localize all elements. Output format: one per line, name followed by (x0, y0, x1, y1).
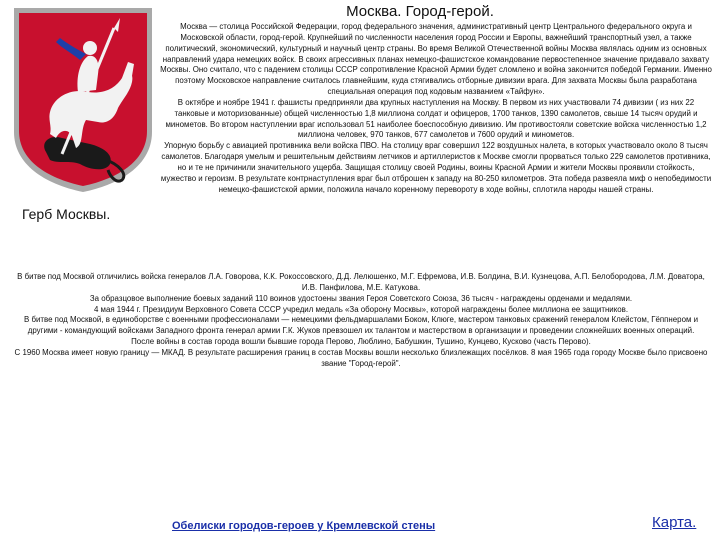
body-paragraph: В битве под Москвой отличились войска генералов Л.А. Говорова, К.К. Рокоссовского, Д.Д. Лелюшенко, М.Г. Ефремова, И.В. Болдина, В.И. Кузнецова, А.П. Белобородова, Л.М. Доватора, И.В. Панфилова, М.Е. Катукова. (17, 272, 705, 292)
body-paragraph: За образцовое выполнение боевых заданий 110 воинов удостоены звания Героя Советского Союза, 36 тысяч - награждены орденами и медалями. (89, 293, 633, 303)
body-paragraph: 4 мая 1944 г. Президиум Верховного Совета СССР учредил медаль «За оборону Москвы», которой награждены более миллиона ее защитников. (93, 304, 629, 314)
intro-text-block (160, 22, 712, 196)
intro-paragraph: Москва — столица Российской Федерации, город федерального значения, административный центр Центрального федерального округа и Московской области, город-герой. Крупнейший по численности населения город России и Европы, важнейший транспортный узел, а также политический, экономический, культурный и научный центр страны. Во время Великой Отечественной войны Москва являлась одним из основных направлений удара немецких войск. В своих агрессивных планах немецко-фашистское командование первостепенное значение придавало захвату Москвы. Оно считало, что с падением столицы СССР сопротивление Красной Армии будет сломлено и война закончится победой Германии. Именно поэтому Московское направление считалось главнейшим, куда стягивались отборные дивизии врага. Для захвата Москвы была разработана специальная операция под кодовым названием «Тайфун». (160, 22, 712, 97)
main-text-block (12, 272, 710, 370)
intro-paragraph: В октябре и ноябре 1941 г. фашисты предприняли два крупных наступления на Москву. В первом из них участвовали 74 дивизии ( из них 22 танковые и моторизованные) общей численностью 1,8 миллиона солдат и офицеров, 1700 танков, 1390 самолетов, свыше 14 тысяч орудий и минометов. Во втором наступлении враг использовал 51 наиболее боеспособную дивизию. Им противостояли советские войска численностью 1,2 миллиона человек, 970 танков, 677 самолетов и 7600 орудий и минометов. (165, 97, 707, 140)
coat-of-arms-caption: Герб Москвы. (22, 206, 111, 222)
page-title: Москва. Город-герой. (346, 3, 494, 20)
intro-paragraph: Упорную борьбу с авиацией противника вели войска ПВО. На столицу враг совершил 122 воздушных налета, в которых участвовало около 8 тысяч самолетов. Благодаря умелым и решительным действиям летчиков и артиллеристов к Москве смогли прорваться только 229 самолетов противника, но и те не причинили значительного ущерба. Защищая столицу своей Родины, воины Красной Армии и жители Москвы проявили стойкость, мужество и героизм. В результате контрнаступления враг был отброшен к западу на 80-250 километров. Эта победа развеяла миф о непобедимости немецко-фашистской армии, положила начало коренному перевороту в ходе войны, сплотила народы нашей страны. (160, 141, 712, 194)
coat-of-arms-image (10, 4, 156, 194)
body-paragraph: После войны в состав города вошли бывшие города Перово, Люблино, Бабушкин, Тушино, Кунцево, Кусково (часть Перово). (131, 337, 591, 347)
body-paragraph: С 1960 Москва имеет новую границу — МКАД. В результате расширения границ в состав Москвы вошли несколько близлежащих посёлков. 8 мая 1965 года городу Москве было присвоено звание "Город-герой". (14, 347, 708, 368)
body-paragraph: В битве под Москвой, в единоборстве с военными профессионалами — немецкими фельдмаршалами Боком, Клюге, мастером танковых сражений генералом Клейстом, Гёппнером и другими - командующий войсками Западного фронта генерал армии Г.К. Жуков превзошел их талантом и мастерством в организации и проведении сложнейших военных операций. (24, 315, 698, 336)
obelisks-link[interactable]: Обелиски городов-героев у Кремлевской стены (172, 520, 436, 532)
moscow-coat-of-arms (10, 4, 156, 194)
map-link[interactable]: Карта. (652, 514, 697, 531)
